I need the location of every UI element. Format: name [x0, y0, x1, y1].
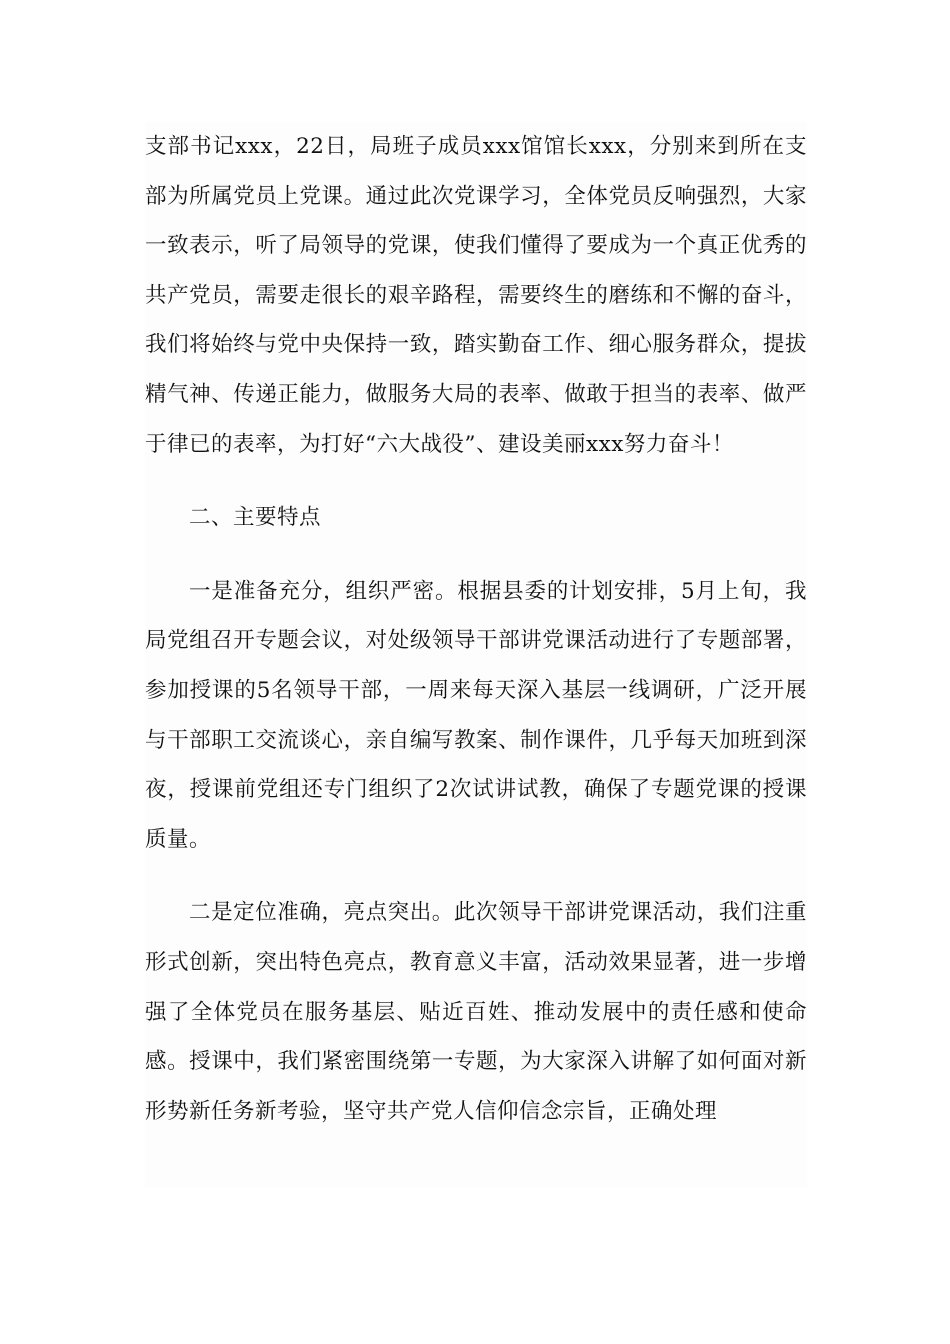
section-heading: 二、主要特点: [189, 505, 322, 531]
paragraph-1: 支部书记xxx，22日，局班子成员xxx馆馆长xxx，分别来到所在支部为所属党员上党课。通过此次党课学习，全体党员反响强烈，大家一致表示，听了局领导的党课，使我们懂得了要成为一个真正优秀的共产党员，需要走很长的艰辛路程，需要终生的磨练和不懈的奋斗，我们将始终与党中央保持一致，踏实勤奋工作、细心服务群众，提拔精气神、传递正能力，做服务大局的表率、做敢于担当的表率、做严于律已的表率，为打好“六大战役”、建设美丽xxx努力奋斗！: [145, 134, 807, 457]
paragraph-2: 一是准备充分，组织严密。根据县委的计划安排，5月上旬，我局党组召开专题会议，对处级领导干部讲党课活动进行了专题部署，参加授课的5名领导干部，一周来每天深入基层一线调研，广泛开展与干部职工交流谈心，亲自编写教案、制作课件，几乎每天加班到深夜，授课前党组还专门组织了2次试讲试教，确保了专题党课的授课质量。: [145, 578, 807, 852]
document-body: [145, 122, 807, 1188]
paragraph-3: 二是定位准确，亮点突出。此次领导干部讲党课活动，我们注重形式创新，突出特色亮点，教育意义丰富，活动效果显著，进一步增强了全体党员在服务基层、贴近百姓、推动发展中的责任感和使命感。授课中，我们紧密围绕第一专题，为大家深入讲解了如何面对新形势新任务新考验，坚守共产党人信仰信念宗旨，正确处理: [145, 900, 807, 1124]
